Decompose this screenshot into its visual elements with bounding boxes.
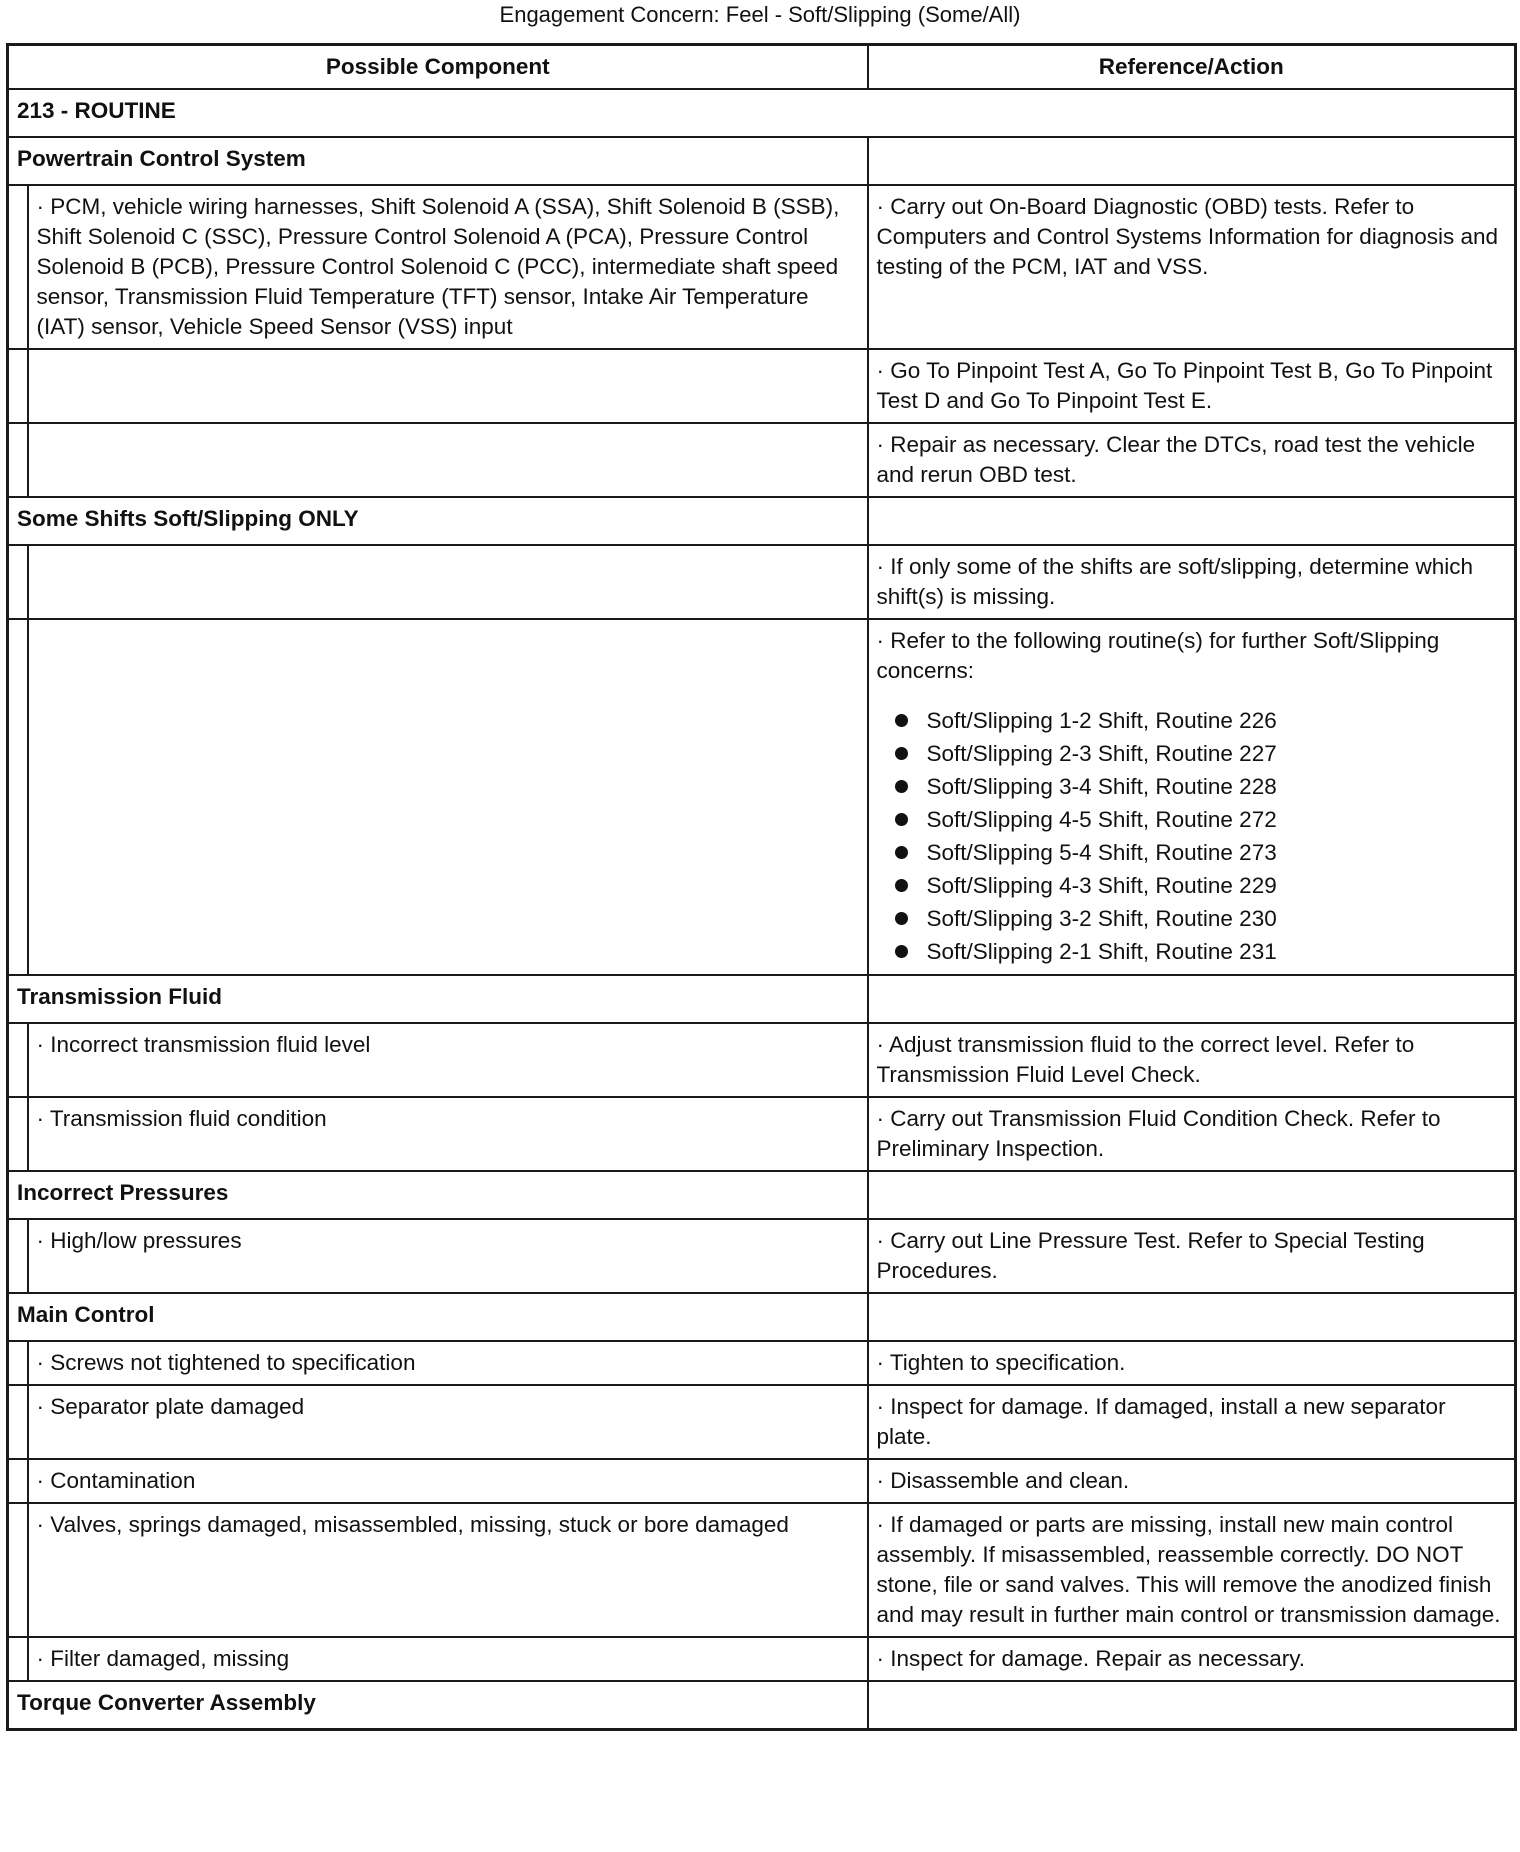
- section-action-empty: [868, 497, 1516, 545]
- indent-cell: [8, 349, 28, 423]
- list-item-label: Soft/Slipping 2-3 Shift, Routine 227: [926, 741, 1277, 766]
- action-cell: [868, 1385, 1516, 1459]
- action-cell: [868, 349, 1516, 423]
- bullet-icon: [895, 879, 908, 892]
- component-cell: · Separator plate damaged: [28, 1385, 868, 1459]
- component-cell: · Transmission fluid condition: [28, 1097, 868, 1171]
- bullet-icon: [895, 747, 908, 760]
- section-title: Torque Converter Assembly: [8, 1681, 868, 1730]
- table-row: [8, 545, 1516, 619]
- indent-cell: [8, 1459, 28, 1503]
- section-title: Powertrain Control System: [8, 137, 868, 185]
- action-cell: [868, 185, 1516, 349]
- column-header-action: Reference/Action: [868, 45, 1516, 90]
- list-item: [889, 737, 1507, 770]
- action-text: · Adjust transmission fluid to the correct level. Refer to Transmission Fluid Level Check.: [876, 1032, 1415, 1087]
- action-text: · Disassemble and clean.: [876, 1468, 1130, 1493]
- action-text: · If damaged or parts are missing, install new main control assembly. If misassembled, reassemble correctly. DO NOT stone, file or sand valves. This will remove the anodized finish and may result in further main control or transmission damage.: [876, 1512, 1501, 1627]
- indent-cell: [8, 185, 28, 349]
- indent-cell: [8, 545, 28, 619]
- section-action-empty: [868, 1681, 1516, 1730]
- indent-cell: [8, 1637, 28, 1681]
- table-row: [8, 1637, 1516, 1681]
- action-text: · Carry out Line Pressure Test. Refer to Special Testing Procedures.: [876, 1228, 1425, 1283]
- column-header-component: Possible Component: [8, 45, 868, 90]
- action-text: · Inspect for damage. If damaged, install a new separator plate.: [876, 1394, 1446, 1449]
- section-row: [8, 1681, 1516, 1730]
- table-row: [8, 1459, 1516, 1503]
- section-row: [8, 137, 1516, 185]
- section-action-empty: [868, 1171, 1516, 1219]
- table-header-row: [8, 45, 1516, 90]
- section-title: Transmission Fluid: [8, 975, 868, 1023]
- section-title: Incorrect Pressures: [8, 1171, 868, 1219]
- action-cell: [868, 1219, 1516, 1293]
- indent-cell: [8, 1503, 28, 1637]
- list-item: [889, 770, 1507, 803]
- action-text: · Go To Pinpoint Test A, Go To Pinpoint Test B, Go To Pinpoint Test D and Go To Pinpoint Test E.: [876, 358, 1493, 413]
- page-title: Engagement Concern: Feel - Soft/Slipping (Some/All): [499, 2, 1021, 27]
- table-row: [8, 349, 1516, 423]
- bullet-icon: [895, 912, 908, 925]
- table-row: [8, 423, 1516, 497]
- table-row: [8, 185, 1516, 349]
- action-text: · Tighten to specification.: [876, 1350, 1126, 1375]
- list-item-label: Soft/Slipping 5-4 Shift, Routine 273: [926, 840, 1277, 865]
- routine-row: [8, 89, 1516, 137]
- table-row: [8, 1503, 1516, 1637]
- bullet-icon: [895, 714, 908, 727]
- bullet-icon: [895, 846, 908, 859]
- list-item: [889, 935, 1507, 968]
- indent-cell: [8, 1341, 28, 1385]
- list-item-label: Soft/Slipping 2-1 Shift, Routine 231: [926, 939, 1277, 964]
- component-cell: · Valves, springs damaged, misassembled, missing, stuck or bore damaged: [28, 1503, 868, 1637]
- action-text: · Carry out Transmission Fluid Condition Check. Refer to Preliminary Inspection.: [876, 1106, 1441, 1161]
- action-cell: [868, 619, 1516, 975]
- bullet-icon: [895, 780, 908, 793]
- section-row: [8, 1293, 1516, 1341]
- diagnosis-table: [6, 43, 1517, 1731]
- list-item-label: Soft/Slipping 1-2 Shift, Routine 226: [926, 708, 1277, 733]
- indent-cell: [8, 423, 28, 497]
- section-title: Main Control: [8, 1293, 868, 1341]
- component-cell: [28, 349, 868, 423]
- action-text: · Inspect for damage. Repair as necessary.: [876, 1646, 1306, 1671]
- indent-cell: [8, 619, 28, 975]
- action-cell: [868, 1097, 1516, 1171]
- section-row: [8, 1171, 1516, 1219]
- section-row: [8, 975, 1516, 1023]
- action-cell: [868, 423, 1516, 497]
- component-cell: · Screws not tightened to specification: [28, 1341, 868, 1385]
- table-row: [8, 1385, 1516, 1459]
- component-cell: [28, 423, 868, 497]
- table-row: [8, 619, 1516, 975]
- indent-cell: [8, 1219, 28, 1293]
- component-cell: · Filter damaged, missing: [28, 1637, 868, 1681]
- indent-cell: [8, 1385, 28, 1459]
- section-title: Some Shifts Soft/Slipping ONLY: [8, 497, 868, 545]
- action-cell: [868, 1503, 1516, 1637]
- list-item: [889, 836, 1507, 869]
- action-text: · If only some of the shifts are soft/slipping, determine which shift(s) is missing.: [876, 554, 1474, 609]
- bullet-icon: [895, 945, 908, 958]
- list-item: [889, 902, 1507, 935]
- list-item: [889, 704, 1507, 737]
- routine-label: 213 - ROUTINE: [8, 89, 1516, 137]
- section-row: [8, 497, 1516, 545]
- indent-cell: [8, 1097, 28, 1171]
- section-action-empty: [868, 975, 1516, 1023]
- indent-cell: [8, 1023, 28, 1097]
- table-row: [8, 1097, 1516, 1171]
- action-cell: [868, 1023, 1516, 1097]
- bullet-icon: [895, 813, 908, 826]
- component-cell: · High/low pressures: [28, 1219, 868, 1293]
- routine-list: [877, 704, 1507, 968]
- component-cell: [28, 619, 868, 975]
- list-item-label: Soft/Slipping 3-4 Shift, Routine 228: [926, 774, 1277, 799]
- component-cell: · Incorrect transmission fluid level: [28, 1023, 868, 1097]
- action-text: · Repair as necessary. Clear the DTCs, road test the vehicle and rerun OBD test.: [876, 432, 1476, 487]
- action-cell: [868, 1459, 1516, 1503]
- component-cell: · PCM, vehicle wiring harnesses, Shift Solenoid A (SSA), Shift Solenoid B (SSB), Shift Solenoid C (SSC), Pressure Control Solenoid A (PCA), Pressure Control Solenoid B (PCB), Pressure Control Solenoid C (PCC), intermediate shaft speed sensor, Transmission Fluid Temperature (TFT) sensor, Intake Air Temperature (IAT) sensor, Vehicle Speed Sensor (VSS) input: [28, 185, 868, 349]
- action-cell: [868, 1341, 1516, 1385]
- component-cell: [28, 545, 868, 619]
- table-row: [8, 1219, 1516, 1293]
- list-item-label: Soft/Slipping 3-2 Shift, Routine 230: [926, 906, 1277, 931]
- list-item-label: Soft/Slipping 4-5 Shift, Routine 272: [926, 807, 1277, 832]
- section-action-empty: [868, 137, 1516, 185]
- action-text: · Refer to the following routine(s) for further Soft/Slipping concerns:: [876, 628, 1440, 683]
- action-text: · Carry out On-Board Diagnostic (OBD) tests. Refer to Computers and Control Systems Information for diagnosis and testing of the PCM, IAT and VSS.: [876, 194, 1499, 279]
- table-row: [8, 1341, 1516, 1385]
- list-item: [889, 803, 1507, 836]
- list-item-label: Soft/Slipping 4-3 Shift, Routine 229: [926, 873, 1277, 898]
- action-cell: [868, 545, 1516, 619]
- component-cell: · Contamination: [28, 1459, 868, 1503]
- action-cell: [868, 1637, 1516, 1681]
- list-item: [889, 869, 1507, 902]
- section-action-empty: [868, 1293, 1516, 1341]
- table-row: [8, 1023, 1516, 1097]
